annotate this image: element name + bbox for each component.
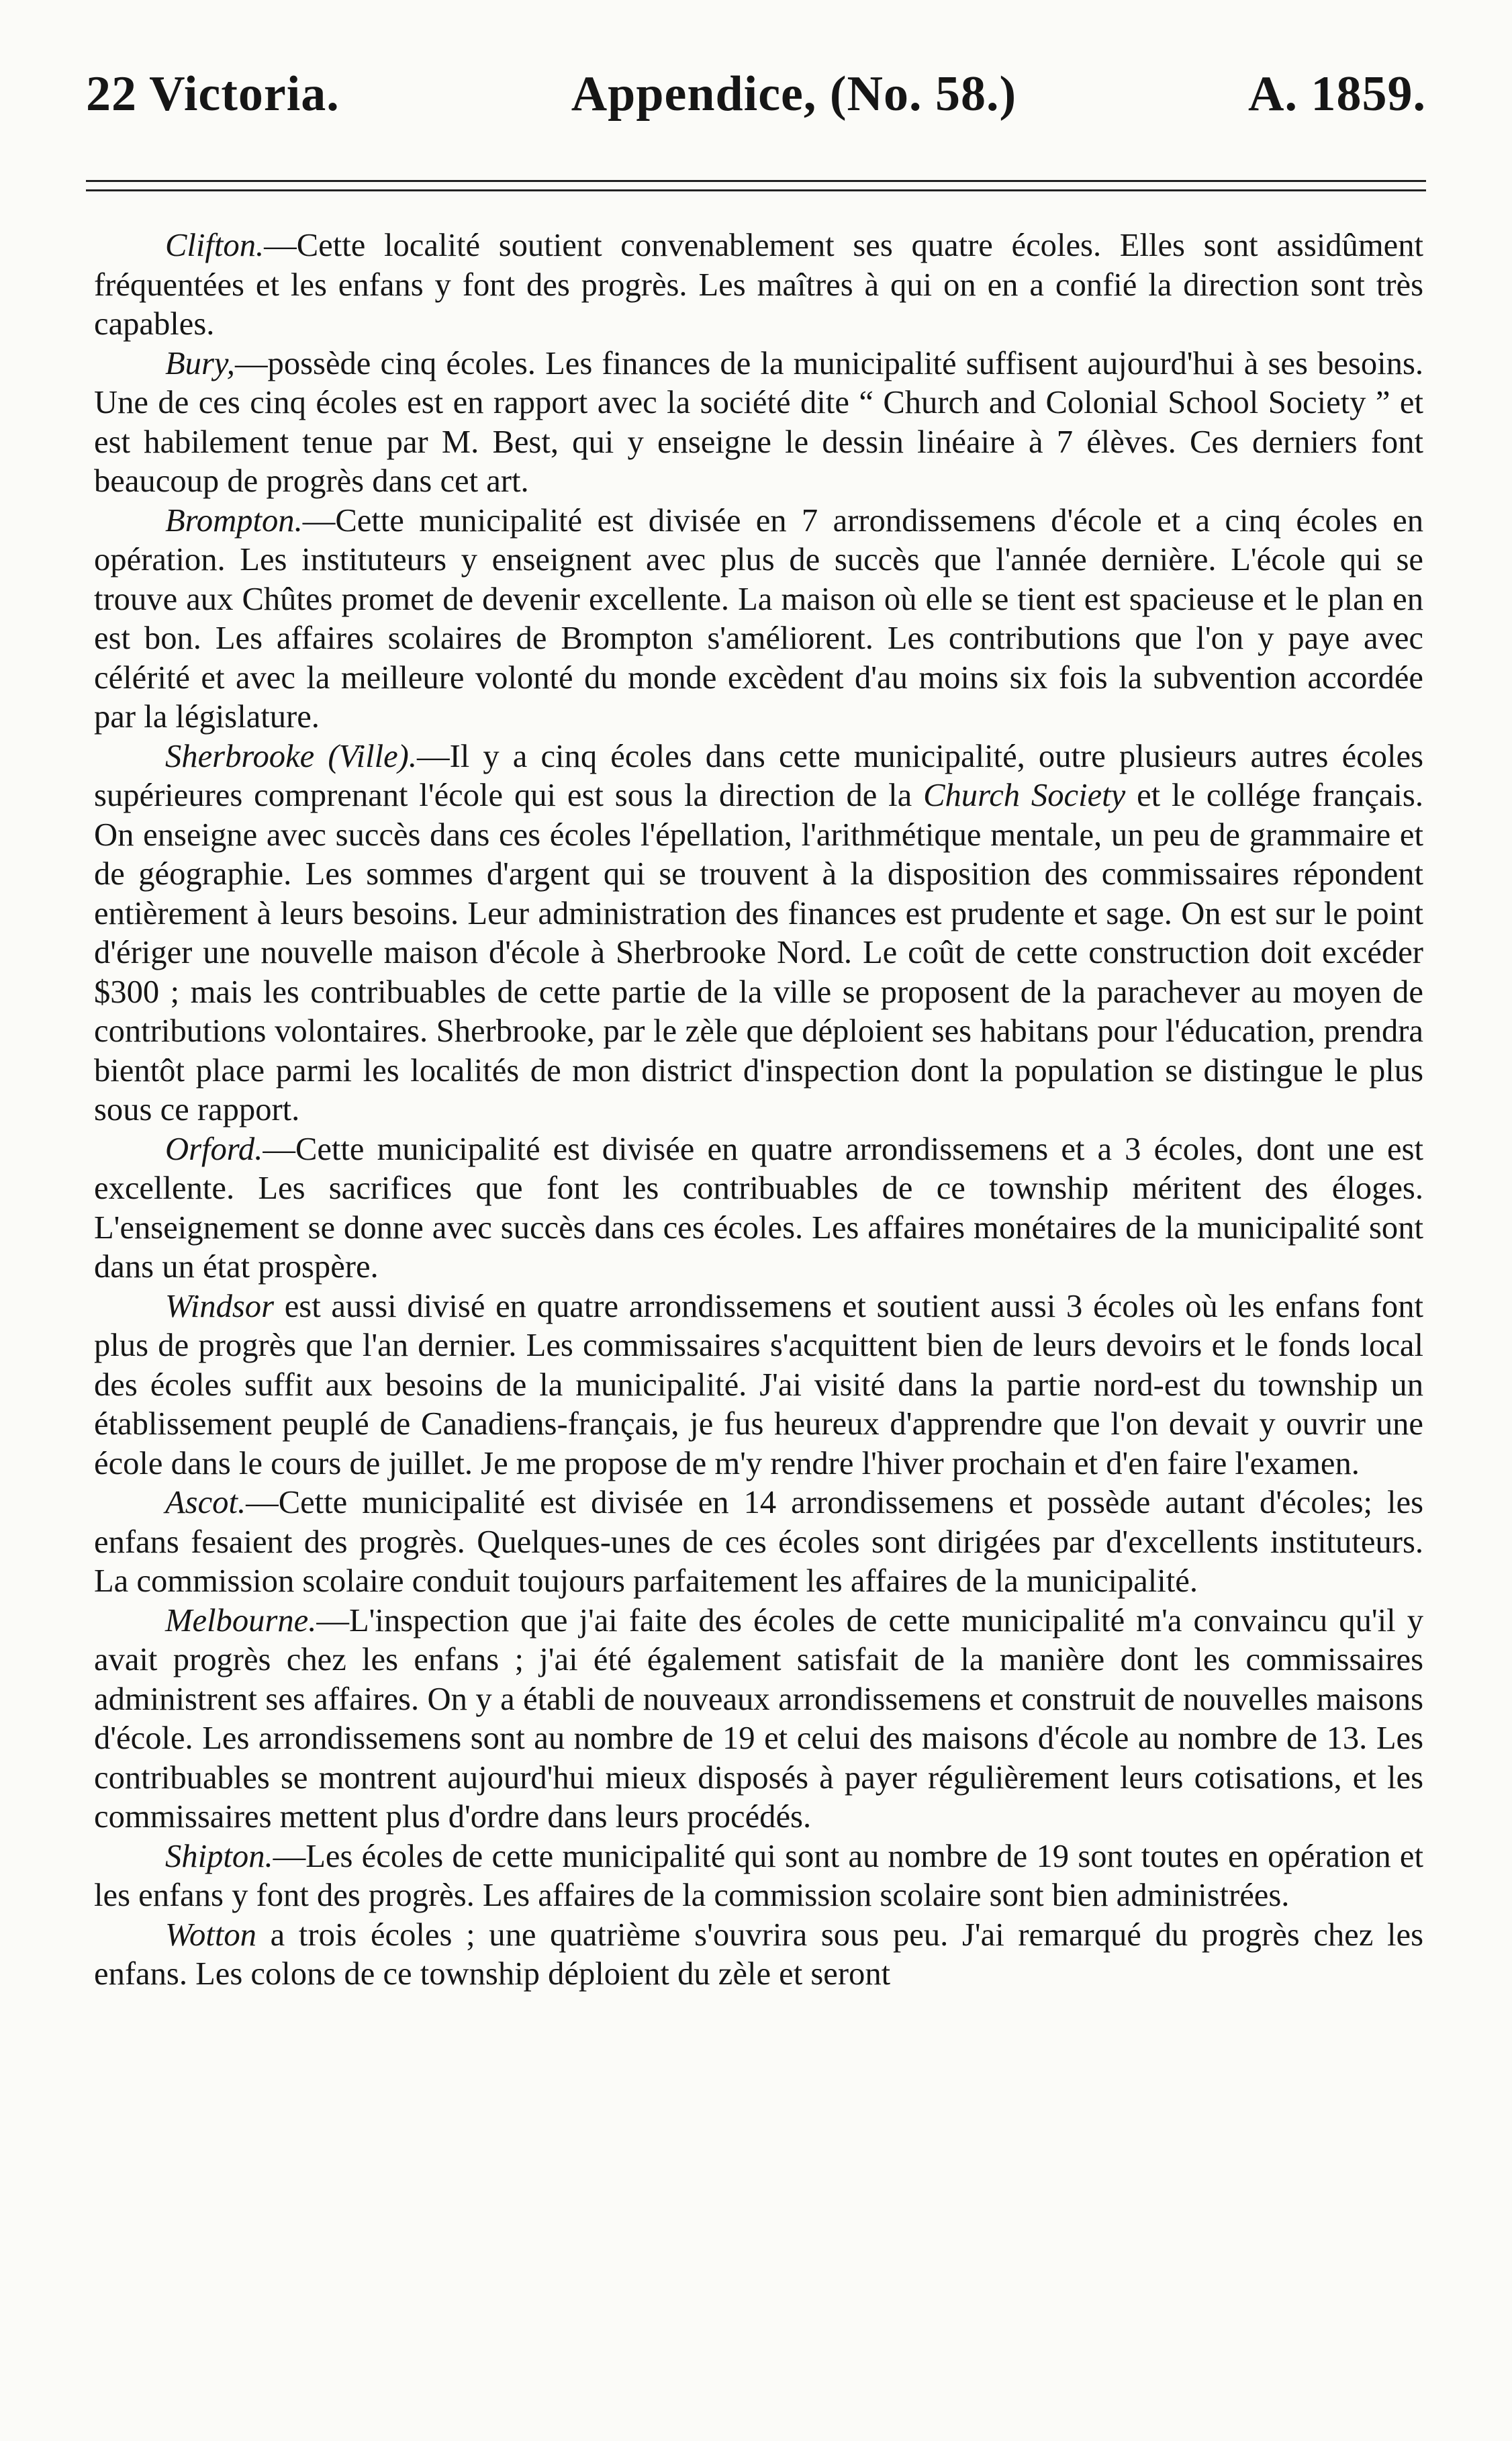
place-name: Sherbrooke (Ville). bbox=[165, 737, 417, 774]
place-name: Shipton. bbox=[165, 1837, 273, 1874]
paragraph-windsor bbox=[94, 1287, 1423, 1483]
paragraph-brompton bbox=[94, 501, 1423, 737]
place-name: Wotton bbox=[165, 1916, 256, 1953]
paragraph-text: est aussi divisé en quatre arrondissemens et soutient aussi 3 écoles où les enfans font plus de progrès que l'an dernier. Les commissaires s'acquittent bien de leurs devoirs et le fonds local des écoles suffit aux besoins de la municipalité. J'ai visité dans la partie nord-est du township un établissement peuplé de Canadiens-français, je fus heureux d'apprendre que l'on devait y ouvrir une école dans le cours de juillet. Je me propose de m'y rendre l'hiver prochain et d'en faire l'examen. bbox=[94, 1287, 1423, 1481]
header-session: 22 Victoria. bbox=[86, 66, 340, 122]
place-name: Clifton. bbox=[165, 227, 265, 263]
place-name: Windsor bbox=[165, 1287, 275, 1324]
paragraph-text: —Cette municipalité est divisée en quatre arrondissemens et a 3 écoles, dont une est excellente. Les sacrifices que font les contribuables de ce township méritent des éloges. L'enseignement se donne avec succès dans ces écoles. Les affaires monétaires de la municipalité sont dans un état prospère. bbox=[94, 1130, 1423, 1285]
paragraph-text: —possède cinq écoles. Les finances de la municipalité suffisent aujourd'hui à ses besoins. Une de ces cinq écoles est en rapport avec la société dite “ Church and Colonial School Society ” et est habilement tenue par M. Best, qui y enseigne le dessin linéaire à 7 élèves. Ces derniers font beaucoup de progrès dans cet art. bbox=[94, 344, 1423, 499]
header-rule-bottom bbox=[86, 189, 1426, 191]
place-name: Brompton. bbox=[165, 502, 303, 539]
page-header bbox=[86, 66, 1426, 140]
paragraph-text: a trois écoles ; une quatrième s'ouvrira sous peu. J'ai remarqué du progrès chez les enfans. Les colons de ce township déploient du zèle et seront bbox=[94, 1916, 1423, 1992]
paragraph-orford bbox=[94, 1130, 1423, 1287]
paragraph-bury bbox=[94, 344, 1423, 501]
header-rule-top bbox=[86, 180, 1426, 182]
paragraph-melbourne bbox=[94, 1601, 1423, 1837]
paragraph-text: —Les écoles de cette municipalité qui sont au nombre de 19 sont toutes en opération et les enfans y font des progrès. Les affaires de la commission scolaire sont bien administrées. bbox=[94, 1837, 1423, 1913]
paragraph-wotton bbox=[94, 1915, 1423, 1994]
header-appendix: Appendice, (No. 58.) bbox=[571, 66, 1017, 122]
paragraph-sherbrooke bbox=[94, 737, 1423, 1130]
paragraph-text: —Cette localité soutient convenablement ses quatre écoles. Elles sont assidûment fréquentées et les enfans y font des progrès. Les maîtres à qui on en a confié la direction sont très capables. bbox=[94, 227, 1423, 342]
paragraph-text: —Cette municipalité est divisée en 14 arrondissemens et possède autant d'écoles; les enfans fesaient des progrès. Quelques-unes de ces écoles sont dirigées par d'excellents instituteurs. La commission scolaire conduit toujours parfaitement les affaires de la municipalité. bbox=[94, 1484, 1423, 1599]
place-name: Ascot. bbox=[165, 1484, 246, 1520]
place-name: Melbourne. bbox=[165, 1602, 317, 1639]
paragraph-shipton bbox=[94, 1837, 1423, 1915]
italic-society-name: Church Society bbox=[923, 777, 1126, 813]
paragraph-clifton bbox=[94, 226, 1423, 344]
place-name: Bury, bbox=[165, 344, 235, 381]
paragraph-text-continued: et le collége français. On enseigne avec succès dans ces écoles l'épellation, l'arithmétique mentale, un peu de grammaire et de géographie. Les sommes d'argent qui se trouvent à la disposition des commissaires répondent entièrement à leurs besoins. Leur administration des finances est prudente et sage. On est sur le point d'ériger une nouvelle maison d'école à Sherbrooke Nord. Le coût de cette construction doit excéder $300 ; mais les contribuables de cette partie de la ville se proposent de la parachever au moyen de contributions volontaires. Sherbrooke, par le zèle que déploient ses habitans pour l'éducation, prendra bientôt place parmi les localités de mon district d'inspection dont la population se distingue le plus sous ce rapport. bbox=[94, 777, 1423, 1127]
paragraph-ascot bbox=[94, 1483, 1423, 1601]
paragraph-text: —Cette municipalité est divisée en 7 arrondissemens d'école et a cinq écoles en opération. Les instituteurs y enseignent avec plus de succès que l'année dernière. L'école qui se trouve aux Chûtes promet de devenir excellente. La maison où elle se tient est spacieuse et le plan en est bon. Les affaires scolaires de Brompton s'améliorent. Les contributions que l'on y paye avec célérité et avec la meilleure volonté du monde excèdent d'au moins six fois la subvention accordée par la législature. bbox=[94, 502, 1423, 735]
paragraph-text: —Il y a cinq écoles dans cette municipalité, outre plusieurs autres écoles supérieures comprenant l'école qui est sous la direction de la bbox=[94, 737, 1423, 813]
header-year: A. 1859. bbox=[1248, 66, 1426, 122]
place-name: Orford. bbox=[165, 1130, 263, 1167]
report-body bbox=[94, 226, 1423, 2395]
paragraph-text: —L'inspection que j'ai faite des écoles de cette municipalité m'a convaincu qu'il y avait progrès chez les enfans ; j'ai été également satisfait de la manière dont les commissaires administrent ses affaires. On y a établi de nouveaux arrondissemens et construit de nouvelles maisons d'école. Les arrondissemens sont au nombre de 19 et celui des maisons d'école au nombre de 13. Les contribuables se montrent aujourd'hui mieux disposés à payer régulièrement leurs cotisations, et les commissaires mettent plus d'ordre dans leurs procédés. bbox=[94, 1602, 1423, 1835]
